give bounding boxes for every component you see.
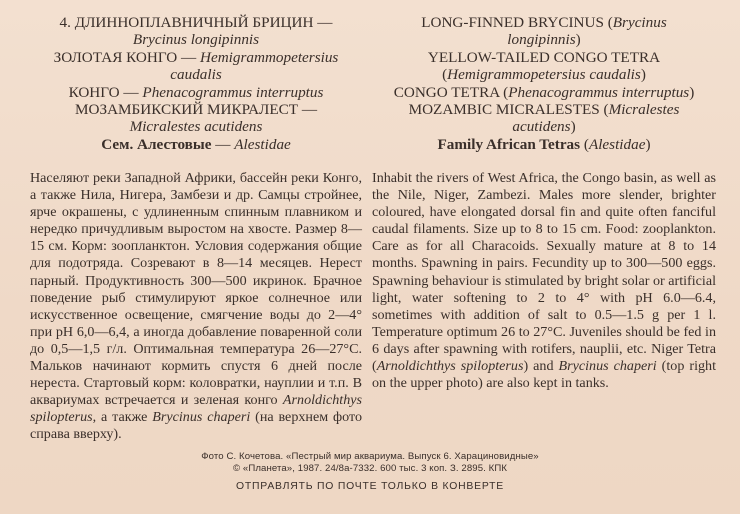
- title-text: LONG-FINNED BRYCINUS (: [421, 14, 613, 31]
- title-text: (: [580, 135, 589, 153]
- title-text: ): [645, 135, 651, 153]
- title-text: caudalis: [170, 66, 222, 84]
- title-line: [30, 118, 362, 135]
- description-text: Brycinus chaperi: [152, 408, 251, 425]
- description-text: Brycinus chaperi: [558, 357, 657, 374]
- description-text: Inhabit the rivers of West Africa, the Congo basin, as well as the Nile, Niger, Zambezi. Males more slender, brighter coloured, have elongated dorsal fin and quite often fanciful caudal filaments. Size up to 8 to 15 cm. Food: zooplankton. Care as for all Characoids. Sexually mature at 8 to 14 months. Spawning in pairs. Fecundity up to 300—500 eggs. Spawning behaviour is stimulated by bright solar or artificial light, water softening to 2 to 4° with pH 6.0—6.4, sometimes with addition of salt to 0.5—1.5 g per 1 l. Temperature optimum 26 to 27°C. Juveniles should be fed in 6 days after spawning with rotifers, nauplii, etc. Niger Tetra (: [372, 170, 716, 374]
- title-line: [372, 101, 716, 118]
- title-text: acutidens: [512, 118, 571, 136]
- title-text: Micralestes: [608, 101, 680, 119]
- title-text: Hemigrammopetersius: [199, 48, 339, 66]
- title-text: Phenacogrammus interruptus: [142, 83, 324, 101]
- title-line: [372, 118, 716, 135]
- description-text: (на верхнем фото справа вверху).: [30, 408, 362, 442]
- title-line: [372, 84, 716, 101]
- credit-line-2: © «Планета», 1987. 24/8а-7332. 600 тыс. 3 коп. З. 2895. КПК: [232, 463, 508, 474]
- title-text: КОНГО —: [68, 83, 143, 101]
- description-text: ) and: [523, 357, 559, 374]
- title-text: —: [211, 135, 235, 153]
- publication-credit: [0, 451, 740, 475]
- title-text: ): [689, 83, 695, 101]
- description-text: Населяют реки Западной Африки, бассейн реки Конго, а также Нила, Нигера, Замбези и др. Самцы стройнее, ярче окрашены, с удлиненным спинным плавником и нередко причудливым выростом на хвосте. Размер 8—15 см. Корм: зоопланктон. Условия содержания общие для подотряда. Созревают в 8—14 месяцев. Нерест парный. Продуктивность 300—500 икринок. Брачное поведение рыб стимулируют яркое солнечное или искусственное освещение, смягчение воды до 2—4° при pH 6,0—6,4, а иногда добавление поваренной соли до 0,5—1,5 г/л. Оптимальная температура 26—27°С. Мальков начинают кормить спустя 6 дней после нереста. Стартовый корм: коловратки, науплии и т.п. В аквариумах встречается и зеленая конго: [30, 170, 362, 408]
- title-text: Micralestes acutidens: [129, 118, 263, 136]
- title-text: ЗОЛОТАЯ КОНГО —: [53, 48, 200, 66]
- title-line: [30, 101, 362, 118]
- description-text: , а также: [92, 408, 153, 425]
- title-line: [30, 14, 362, 31]
- title-line: [30, 49, 362, 66]
- title-text: Brycinus: [612, 14, 667, 31]
- title-text: Сем. Алестовые: [101, 135, 212, 153]
- title-text: Phenacogrammus interruptus: [508, 83, 690, 101]
- title-text: MOZAMBIC MICRALESTES (: [408, 101, 609, 119]
- title-line: [30, 31, 362, 48]
- russian-description-paragraph: [30, 170, 362, 443]
- title-line: [372, 49, 716, 66]
- russian-description: [30, 170, 362, 443]
- title-line: [30, 66, 362, 83]
- title-text: Alestidae: [588, 135, 646, 153]
- title-text: Brycinus longipinnis: [132, 31, 260, 49]
- title-line: [372, 66, 716, 83]
- title-text: (: [442, 66, 448, 84]
- title-text: CONGO TETRA (: [393, 83, 509, 101]
- title-line: [372, 14, 716, 31]
- title-line: [30, 136, 362, 153]
- english-column: [372, 0, 716, 392]
- description-text: Arnoldichthys spilopterus: [376, 357, 524, 374]
- title-line: [30, 84, 362, 101]
- title-text: Family African Tetras: [437, 135, 581, 153]
- english-description-paragraph: [372, 170, 716, 392]
- title-line: [372, 31, 716, 48]
- title-text: ): [575, 31, 581, 49]
- title-line: [372, 136, 716, 153]
- credit-line-1: Фото С. Кочетова. «Пестрый мир аквариума. Выпуск 6. Харациновидные»: [201, 451, 539, 462]
- title-text: 4. ДЛИННОПЛАВНИЧНЫЙ БРИЦИН —: [59, 14, 333, 31]
- title-text: longipinnis: [507, 31, 576, 49]
- title-text: ): [640, 66, 646, 84]
- english-species-titles: [372, 0, 716, 153]
- russian-column: [30, 0, 362, 443]
- title-text: YELLOW-TAILED CONGO TETRA: [427, 48, 661, 66]
- description-text: Arnoldichthys spilopterus: [30, 391, 362, 425]
- title-text: Alestidae: [234, 135, 291, 153]
- english-description: [372, 170, 716, 392]
- russian-species-titles: [30, 0, 362, 153]
- title-text: Hemigrammopetersius caudalis: [447, 66, 641, 84]
- title-text: МОЗАМБИКСКИЙ МИКРАЛЕСТ —: [74, 101, 318, 119]
- title-text: ): [570, 118, 576, 136]
- postal-instruction: ОТПРАВЛЯТЬ ПО ПОЧТЕ ТОЛЬКО В КОНВЕРТЕ: [235, 481, 505, 492]
- description-text: (top right on the upper photo) are also kept in tanks.: [372, 357, 716, 391]
